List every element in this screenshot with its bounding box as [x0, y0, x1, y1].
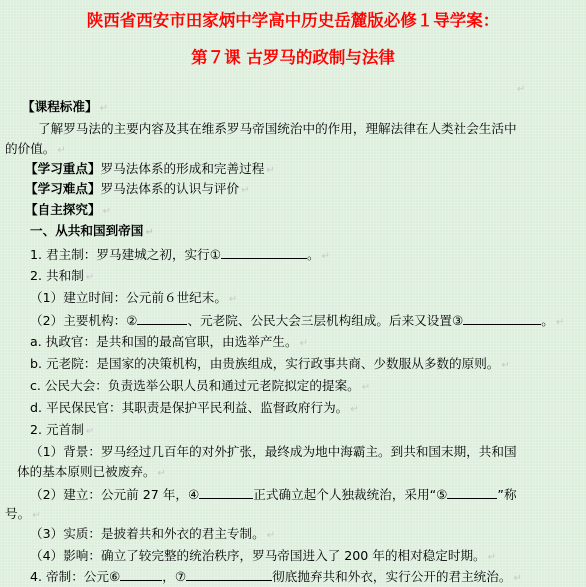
principate-essence: （3）实质：是披着共和外衣的君主专制。 ↵	[30, 526, 276, 541]
republic-time: （1）建立时间：公元前６世纪末。 ↵	[30, 290, 238, 305]
fill-blank-4[interactable]	[199, 486, 253, 499]
principate-background-cont: 体的基本原则已被废弃。 ↵	[17, 464, 166, 479]
senate-item: b. 元老院：是国家的决策机构，由贵族组成，实行政事共商、少数服从多数的原则。 ↵	[30, 356, 510, 371]
section-heading: 一、从共和国到帝国 ↵	[30, 223, 154, 238]
fill-blank-7[interactable]	[186, 568, 272, 581]
monarchy-line: 1. 君主制：罗马建城之初，实行① 。 ↵	[30, 247, 331, 262]
curriculum-standard-heading: 【课程标准】 ↵	[22, 99, 108, 114]
fill-blank-3[interactable]	[463, 312, 541, 325]
curriculum-standard-text-cont: 的价值。 ↵	[5, 141, 66, 156]
empire-line: 4. 帝制：公元⑥ ，⑦ 彻底抛弃共和外衣，实行公开的君主统治。 ↵	[30, 569, 522, 584]
assembly-item: c. 公民大会：负责选举公职人员和通过元老院拟定的提案。 ↵	[30, 378, 371, 393]
republic-institutions: （2）主要机构：② 、元老院、公民大会三层机构组成。后来又设置③ 。 ↵	[30, 313, 565, 328]
consul-item: a. 执政官：是共和国的最高官职，由选举产生。 ↵	[30, 334, 308, 349]
principate-background: （1）背景：罗马经过几百年的对外扩张，最终成为地中海霸主。到共和国末期，共和国	[30, 444, 517, 459]
principate-impact: （4）影响：确立了较完整的统治秩序，罗马帝国进入了 200 年的相对稳定时期。 ↵	[30, 548, 497, 563]
tribune-item: d. 平民保民官：其职责是保护平民利益、监督政府行为。 ↵	[30, 400, 359, 415]
fill-blank-5[interactable]	[447, 486, 497, 499]
self-study-heading: 【自主探究】 ↵	[25, 202, 111, 217]
fill-blank-6[interactable]	[120, 568, 162, 581]
principate-establishment: （2）建立：公元前 27 年，④ 正式确立起个人独裁统治，采用“⑤ ”称	[30, 487, 517, 502]
principate-heading: 2. 元首制 ↵	[30, 422, 95, 437]
curriculum-standard-text: 了解罗马法的主要内容及其在维系罗马帝国统治中的作用，理解法律在人类社会生活中	[38, 121, 517, 136]
principate-establishment-cont: 号。 ↵	[5, 506, 41, 521]
fill-blank-2[interactable]	[137, 312, 187, 325]
lesson-title: 第７课 古罗马的政制与法律	[191, 48, 395, 67]
document-title: 陕西省西安市田家炳中学高中历史岳麓版必修１导学案：	[86, 11, 500, 30]
republic-heading: 2. 共和制 ↵	[30, 268, 95, 283]
difficult-point: 【学习难点】罗马法体系的认识与评价 ↵	[25, 181, 250, 196]
key-point: 【学习重点】罗马法体系的形成和完善过程 ↵	[25, 161, 275, 176]
fill-blank-1[interactable]	[221, 246, 307, 259]
paragraph-mark: ↵	[517, 84, 526, 95]
